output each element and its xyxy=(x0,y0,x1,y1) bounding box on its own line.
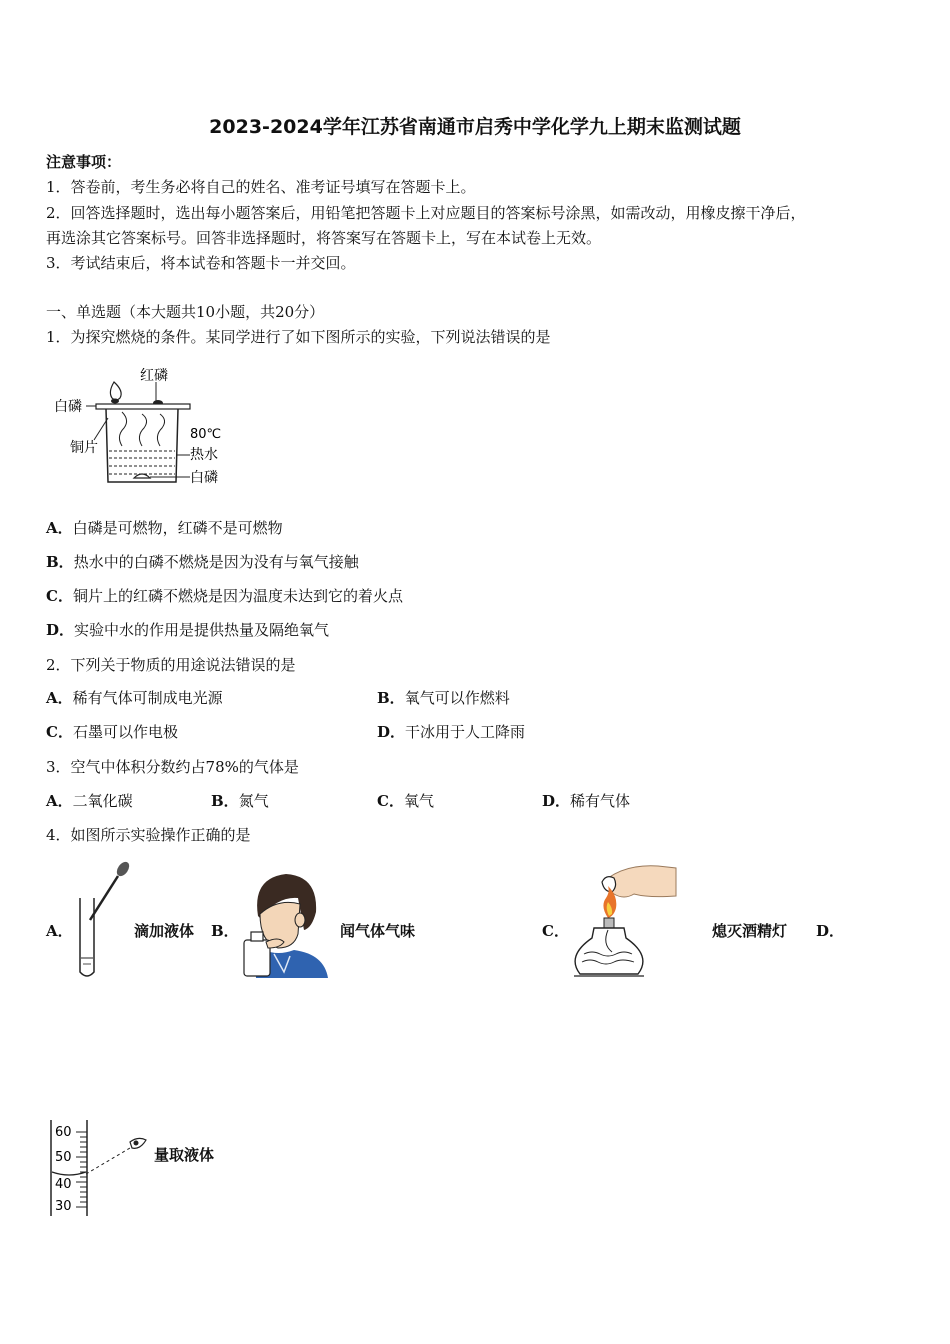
q4-option-b-letter: B． xyxy=(211,922,239,940)
white-phosphorus-bottom-label: 白磷 xyxy=(190,470,218,486)
combustion-experiment-figure xyxy=(50,358,240,493)
q1-option-d: D．实验中水的作用是提供热量及隔绝氧气 xyxy=(46,621,330,639)
cylinder-tick-40: 40 xyxy=(55,1177,72,1192)
temperature-label: 80℃ xyxy=(190,427,222,442)
q2-option-b: B．氧气可以作燃料 xyxy=(377,689,510,707)
question-4-stem: 4．如图所示实验操作正确的是 xyxy=(46,826,251,844)
q4-option-d-text: 量取液体 xyxy=(154,1146,215,1164)
q3-option-c: C．氧气 xyxy=(377,792,434,810)
hot-water-label: 热水 xyxy=(190,447,218,463)
q4-option-c-text: 熄灭酒精灯 xyxy=(712,922,788,940)
notice-heading: 注意事项： xyxy=(46,153,122,171)
cylinder-tick-60: 60 xyxy=(55,1125,72,1140)
q4-option-a-text: 滴加液体 xyxy=(134,922,195,940)
question-2-stem: 2．下列关于物质的用途说法错误的是 xyxy=(46,656,296,674)
page-title: 2023-2024学年江苏省南通市启秀中学化学九上期末监测试题 xyxy=(209,116,741,138)
section-heading: 一、单选题（本大题共10小题，共20分） xyxy=(46,303,325,321)
cylinder-tick-50: 50 xyxy=(55,1150,72,1165)
notice-item: 1．答卷前，考生务必将自己的姓名、准考证号填写在答题卡上。 xyxy=(46,178,476,196)
notice-item: 3．考试结束后，将本试卷和答题卡一并交回。 xyxy=(46,254,356,272)
q4-option-c-letter: C． xyxy=(542,922,569,940)
question-3-stem: 3．空气中体积分数约占78%的气体是 xyxy=(46,758,299,776)
dropper-figure xyxy=(66,858,136,983)
notice-item: 2．回答选择题时，选出每小题答案后，用铅笔把答题卡上对应题目的答案标号涂黑，如需改动，用橡皮擦干净后， xyxy=(46,204,806,222)
question-1-stem: 1．为探究燃烧的条件。某同学进行了如下图所示的实验，下列说法错误的是 xyxy=(46,328,551,346)
q2-option-d: D．干冰用于人工降雨 xyxy=(377,723,526,741)
graduated-cylinder-figure xyxy=(46,1118,156,1218)
q1-option-a: A．白磷是可燃物，红磷不是可燃物 xyxy=(46,519,283,537)
copper-label: 铜片 xyxy=(70,440,98,456)
notice-item: 再选涂其它答案标号。回答非选择题时，将答案写在答题卡上，写在本试卷上无效。 xyxy=(46,229,602,247)
smelling-gas-figure xyxy=(238,868,333,978)
q2-option-a: A．稀有气体可制成电光源 xyxy=(46,689,223,707)
cylinder-tick-30: 30 xyxy=(55,1199,72,1214)
alcohol-lamp-figure xyxy=(568,860,678,982)
q4-option-d-letter: D． xyxy=(816,922,845,940)
q4-option-a-letter: A． xyxy=(46,922,73,940)
q3-option-a: A．二氧化碳 xyxy=(46,792,133,810)
q1-option-b: B．热水中的白磷不燃烧是因为没有与氧气接触 xyxy=(46,553,359,571)
red-phosphorus-label: 红磷 xyxy=(140,368,168,384)
q2-option-c: C．石墨可以作电极 xyxy=(46,723,178,741)
white-phosphorus-top-label: 白磷 xyxy=(54,399,82,415)
q3-option-b: B．氮气 xyxy=(211,792,269,810)
q3-option-d: D．稀有气体 xyxy=(542,792,631,810)
q4-option-b-text: 闻气体气味 xyxy=(340,922,416,940)
q1-option-c: C．铜片上的红磷不燃烧是因为温度未达到它的着火点 xyxy=(46,587,403,605)
